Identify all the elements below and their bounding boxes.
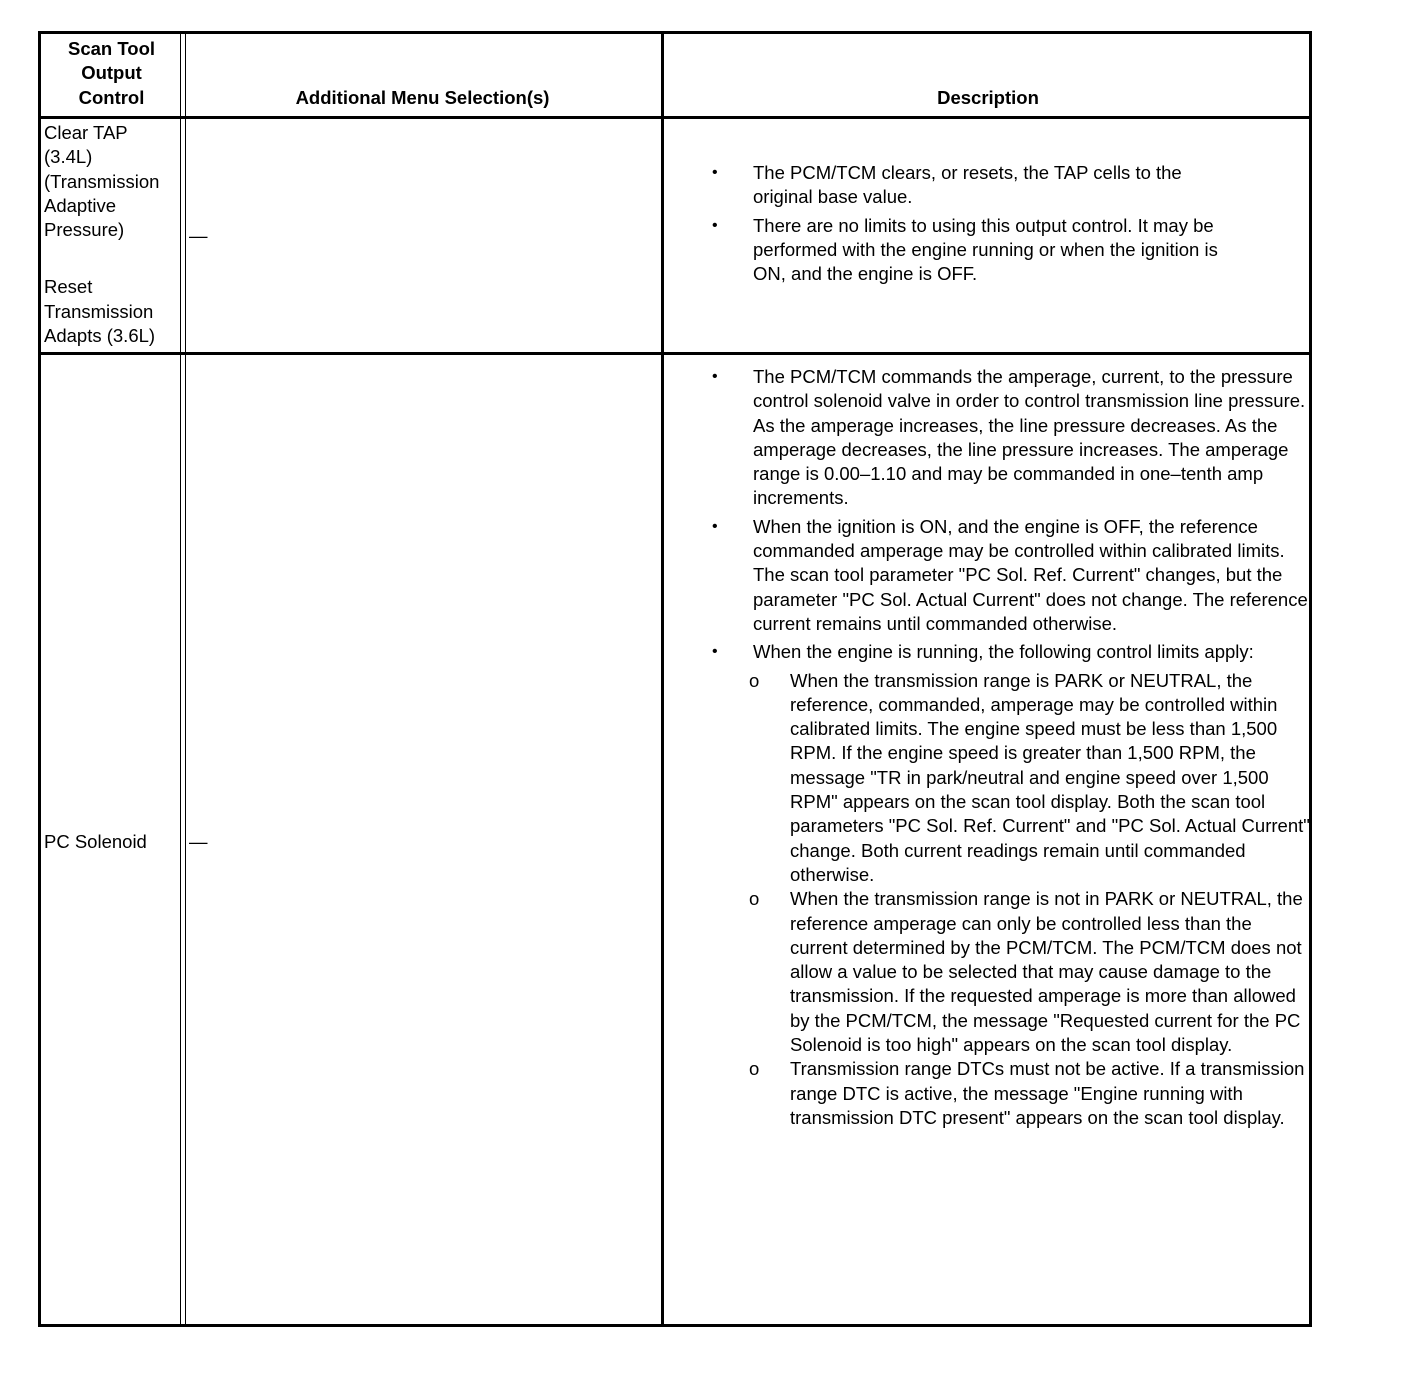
header-line: Control bbox=[78, 86, 145, 108]
header-scan-tool-output-control bbox=[41, 37, 182, 110]
column-divider bbox=[661, 34, 664, 1324]
header-description: Description bbox=[937, 87, 1039, 108]
header-line: Scan Tool bbox=[67, 38, 156, 59]
control-line: Reset bbox=[44, 276, 93, 298]
control-line: Clear TAP bbox=[44, 122, 128, 143]
row2-control: PC Solenoid bbox=[44, 831, 147, 852]
control-line: Transmission bbox=[44, 300, 154, 322]
description-bullet: • The PCM/TCM commands the amperage, current, to the pressure control solenoid valve in order to control transmission line pressure. As the amperage increases, the line pressure decreases. As the amperage decreases, the line pressure increases. The amperage range is 0.00–1.10 and may be commanded in one–tenth amp increments. bbox=[706, 365, 1311, 511]
row-divider bbox=[41, 352, 1309, 355]
control-line: Adapts (3.6L) bbox=[44, 325, 156, 347]
header-additional-menu: Additional Menu Selection(s) bbox=[295, 87, 550, 108]
control-line: Pressure) bbox=[44, 219, 125, 241]
row1-control bbox=[44, 121, 181, 348]
header-line: Output bbox=[81, 62, 142, 84]
description-bullet: • The PCM/TCM clears, or resets, the TAP cells to the original base value. bbox=[706, 161, 1246, 210]
control-line: (Transmission bbox=[44, 170, 160, 192]
description-bullet: • There are no limits to using this output control. It may be performed with the engine running or when the ignition is ON, and the engine is OFF. bbox=[706, 214, 1246, 287]
output-control-table bbox=[38, 31, 1312, 1327]
row2-description bbox=[706, 365, 1311, 1130]
control-line: Adaptive bbox=[44, 194, 116, 216]
description-bullet: • When the engine is running, the following control limits apply: bbox=[706, 640, 1311, 664]
control-line: (3.4L) bbox=[44, 146, 93, 168]
row2-menu: — bbox=[189, 831, 208, 852]
description-subbullet: o When the transmission range is PARK or NEUTRAL, the reference, commanded, amperage may be controlled within calibrated limits. The engine speed must be less than 1,500 RPM. If the engine speed is greater than 1,500 RPM, the message "TR in park/neutral and engine speed over 1,500 RPM" appears on the scan tool display. Both the scan tool parameters "PC Sol. Ref. Current" and "PC Sol. Actual Current" change. Both current readings remain until commanded otherwise. bbox=[706, 669, 1311, 888]
description-subbullet: o When the transmission range is not in PARK or NEUTRAL, the reference amperage can only be controlled less than the current determined by the PCM/TCM. The PCM/TCM does not allow a value to be selected that may cause damage to the transmission. If the requested amperage is more than allowed by the PCM/TCM, the message "Requested current for the PC Solenoid is too high" appears on the scan tool display. bbox=[706, 887, 1311, 1057]
row1-description bbox=[706, 161, 1246, 290]
row1-menu: — bbox=[189, 225, 208, 246]
description-bullet: • When the ignition is ON, and the engine is OFF, the reference commanded amperage may be controlled within calibrated limits. The scan tool parameter "PC Sol. Ref. Current" changes, but the parameter "PC Sol. Actual Current" does not change. The reference current remains until commanded otherwise. bbox=[706, 515, 1311, 636]
description-subbullet: o Transmission range DTCs must not be active. If a transmission range DTC is active, the message "Engine running with transmission DTC present" appears on the scan tool display. bbox=[706, 1057, 1311, 1130]
row-divider bbox=[41, 116, 1309, 119]
